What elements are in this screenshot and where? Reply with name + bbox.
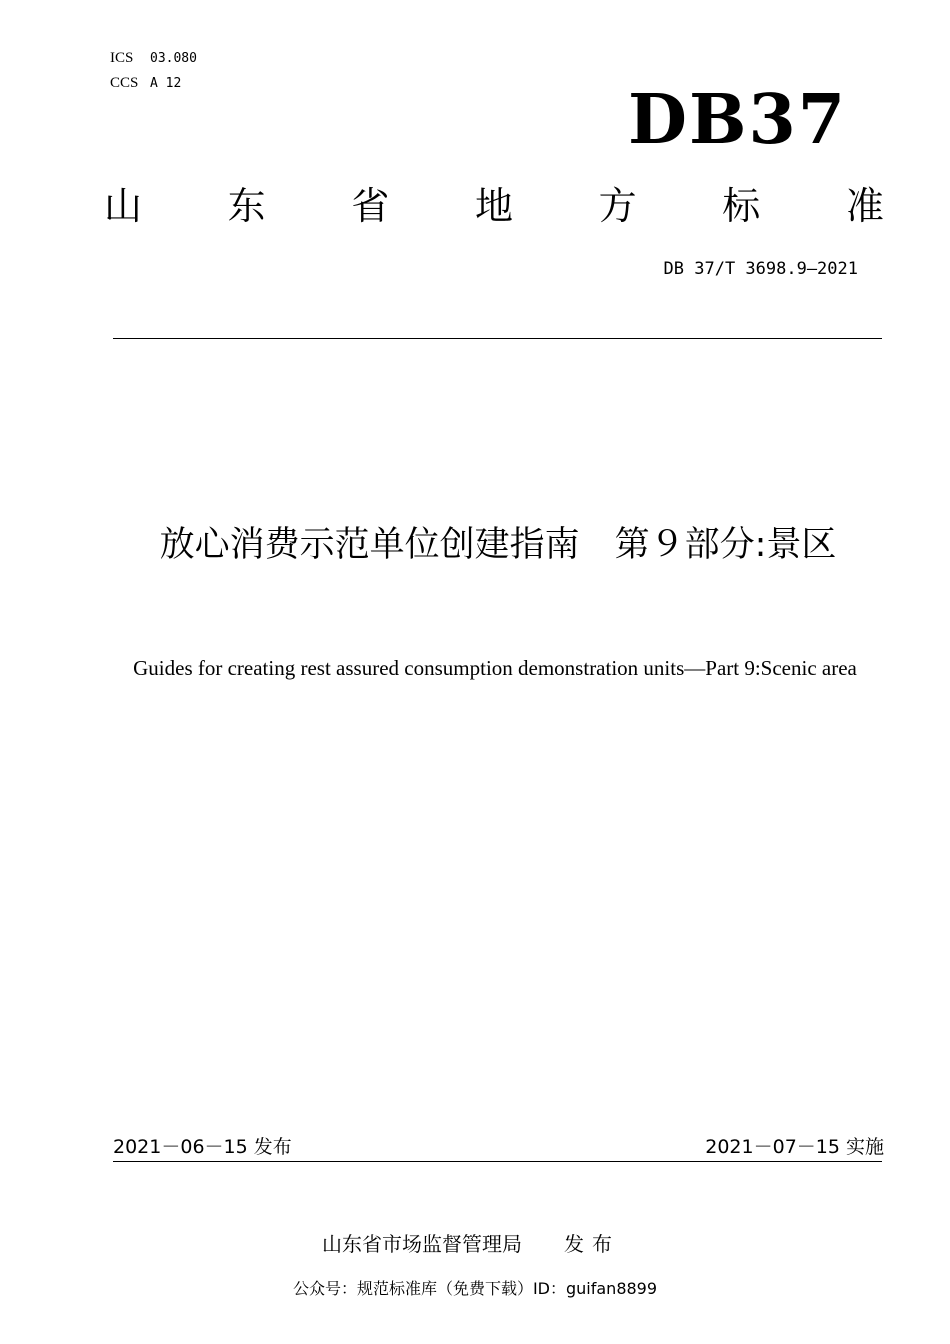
- standard-type-char: 东: [227, 184, 266, 228]
- footer-note: 公众号：规范标准库（免费下载）ID：guifan8899: [292, 1279, 658, 1298]
- standard-number: DB 37/T 3698.9—2021: [663, 259, 858, 279]
- ics-row: [110, 46, 197, 71]
- standard-type-char: 准: [845, 184, 884, 228]
- english-title: Guides for creating rest assured consumption demonstration units—Part 9:Scenic area: [133, 656, 857, 680]
- classification-codes: [110, 46, 197, 96]
- date-divider: [113, 1161, 882, 1162]
- db37-logo: DB37: [628, 80, 848, 160]
- standard-type-char: 省: [351, 184, 390, 228]
- header-divider: [113, 338, 882, 339]
- standard-type-heading: [104, 180, 884, 232]
- publish-date: 2021－06－15 发布: [113, 1136, 292, 1158]
- issuer-name: 山东省市场监督管理局: [322, 1232, 522, 1256]
- ccs-label: CCS: [110, 75, 139, 91]
- ccs-row: [110, 71, 197, 96]
- standard-type-char: 方: [598, 184, 637, 228]
- ccs-value: A 12: [150, 76, 182, 91]
- ics-label: ICS: [110, 50, 134, 66]
- issuer-line: [322, 1228, 620, 1257]
- standard-type-char: 山: [104, 184, 143, 228]
- ics-value: 03.080: [150, 51, 197, 66]
- standard-type-char: 标: [722, 184, 761, 228]
- chinese-title: 放心消费示范单位创建指南 第９部分:景区: [159, 525, 837, 565]
- issue-action: 发布: [564, 1232, 620, 1256]
- standard-type-char: 地: [474, 184, 513, 228]
- implement-date: 2021－07－15 实施: [705, 1136, 884, 1158]
